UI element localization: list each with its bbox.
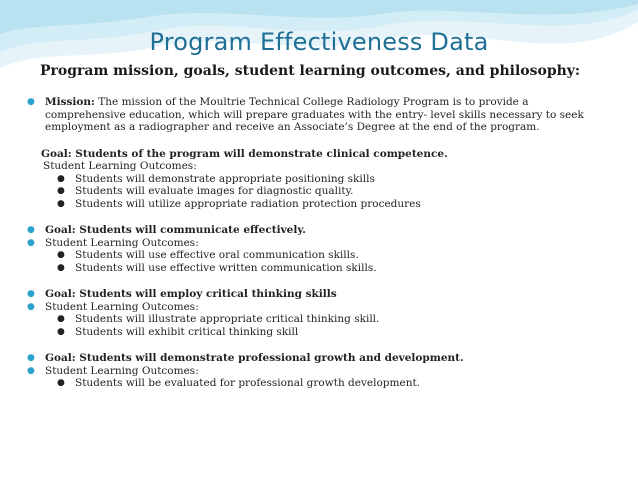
page-title: Program Effectiveness Data bbox=[149, 28, 489, 56]
bullet-icon: ● bbox=[57, 173, 65, 184]
mission-text-line3: employment as a radiographer and receive an Associate’s Degree at the end of the program. bbox=[45, 121, 540, 133]
mission-text-line2: comprehensive education, which will prepare graduates with the entry- level skills necessary to seek bbox=[45, 108, 584, 121]
bullet-icon: ● bbox=[57, 262, 65, 273]
bullet-icon: ● bbox=[57, 186, 65, 196]
list-item: ● Students will be evaluated for professional growth development. bbox=[57, 377, 421, 389]
bullet-icon: ● bbox=[27, 353, 35, 363]
list-item: ● Students will exhibit critical thinking skill bbox=[57, 325, 299, 338]
bullet-icon: ● bbox=[27, 289, 35, 299]
page-subtitle: Program mission, goals, student learning outcomes, and philosophy: bbox=[40, 63, 581, 79]
goal-2-outcomes-label: ● Student Learning Outcomes: bbox=[27, 236, 199, 249]
list-item: ● Students will use effective oral communication skills. bbox=[57, 249, 359, 261]
bullet-icon: ● bbox=[27, 365, 35, 376]
bullet-icon: ● bbox=[27, 237, 35, 248]
bullet-icon: ● bbox=[27, 225, 35, 235]
mission-text-line1: The mission of the Moultrie Technical College Radiology Program is to provide a bbox=[94, 96, 529, 108]
list-item: ● Students will use effective written communication skills. bbox=[57, 261, 377, 274]
goal-1-heading: Goal: Students of the program will demonstrate clinical competence. bbox=[41, 147, 448, 160]
bullet-icon: ● bbox=[57, 198, 65, 209]
content-body bbox=[27, 96, 617, 390]
goal-4-outcomes-label: ● Student Learning Outcomes: bbox=[27, 364, 199, 377]
bullet-icon: ● bbox=[57, 378, 65, 388]
bullet-icon: ● bbox=[27, 301, 35, 312]
list-item: ● Students will evaluate images for diagnostic quality. bbox=[57, 185, 354, 197]
goal-4-heading: ● Goal: Students will demonstrate professional growth and development. bbox=[27, 352, 464, 364]
bullet-icon: ● bbox=[57, 314, 65, 324]
list-item: ● Students will demonstrate appropriate positioning skills bbox=[57, 172, 375, 185]
mission-label: Mission: bbox=[45, 96, 95, 108]
goal-2-heading: ● Goal: Students will communicate effectively. bbox=[27, 224, 306, 236]
list-item: ● Students will utilize appropriate radiation protection procedures bbox=[57, 197, 421, 210]
bullet-icon: ● bbox=[27, 97, 35, 107]
goal-3-heading: ● Goal: Students will employ critical thinking skills bbox=[27, 288, 337, 300]
goal-1-outcomes-label: Student Learning Outcomes: bbox=[43, 160, 197, 172]
goal-3-outcomes-label: ● Student Learning Outcomes: bbox=[27, 300, 199, 313]
mission-item bbox=[27, 96, 617, 134]
bullet-icon: ● bbox=[57, 250, 65, 260]
bullet-icon: ● bbox=[57, 326, 65, 337]
list-item: ● Students will illustrate appropriate critical thinking skill. bbox=[57, 313, 380, 325]
